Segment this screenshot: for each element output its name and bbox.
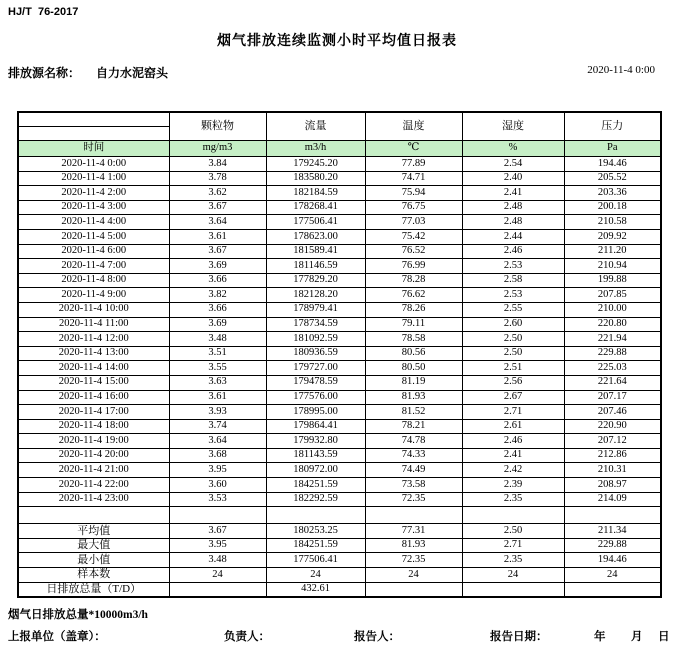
value-cell: 76.52 xyxy=(365,244,462,259)
value-cell: 2.50 xyxy=(462,332,564,347)
value-cell: 3.51 xyxy=(169,346,266,361)
time-cell: 2020-11-4 5:00 xyxy=(18,229,169,244)
header-corner-top-cell xyxy=(18,112,169,127)
summary-value-cell: 77.31 xyxy=(365,524,462,539)
value-cell: 2.71 xyxy=(462,405,564,420)
value-cell: 3.61 xyxy=(169,229,266,244)
year-label: 年 xyxy=(594,631,606,643)
value-cell: 178734.59 xyxy=(266,317,365,332)
time-cell: 2020-11-4 1:00 xyxy=(18,171,169,186)
value-cell: 207.46 xyxy=(564,405,661,420)
summary-value-cell: 184251.59 xyxy=(266,538,365,553)
time-cell: 2020-11-4 4:00 xyxy=(18,215,169,230)
summary-label-cell: 最大值 xyxy=(18,538,169,553)
value-cell: 210.94 xyxy=(564,259,661,274)
value-cell: 181143.59 xyxy=(266,448,365,463)
summary-value-cell: 24 xyxy=(266,568,365,583)
summary-value-cell: 24 xyxy=(365,568,462,583)
time-cell: 2020-11-4 15:00 xyxy=(18,375,169,390)
table-row xyxy=(18,434,661,449)
table-row xyxy=(18,390,661,405)
value-cell: 181589.41 xyxy=(266,244,365,259)
value-cell: 75.94 xyxy=(365,186,462,201)
unit-cell-flow: m3/h xyxy=(266,141,365,157)
spacer-row xyxy=(18,507,661,524)
value-cell: 194.46 xyxy=(564,157,661,172)
value-cell: 220.90 xyxy=(564,419,661,434)
table-row xyxy=(18,492,661,507)
spacer-cell xyxy=(462,507,564,524)
time-cell: 2020-11-4 16:00 xyxy=(18,390,169,405)
value-cell: 78.21 xyxy=(365,419,462,434)
time-cell: 2020-11-4 18:00 xyxy=(18,419,169,434)
value-cell: 205.52 xyxy=(564,171,661,186)
value-cell: 2.54 xyxy=(462,157,564,172)
value-cell: 77.89 xyxy=(365,157,462,172)
table-row xyxy=(18,259,661,274)
summary-value-cell: 177506.41 xyxy=(266,553,365,568)
table-row xyxy=(18,273,661,288)
value-cell: 207.12 xyxy=(564,434,661,449)
value-cell: 2.60 xyxy=(462,317,564,332)
value-cell: 180972.00 xyxy=(266,463,365,478)
value-cell: 3.55 xyxy=(169,361,266,376)
value-cell: 2.48 xyxy=(462,200,564,215)
table-row xyxy=(18,375,661,390)
spacer-cell xyxy=(169,507,266,524)
spacer-cell xyxy=(564,507,661,524)
value-cell: 2.53 xyxy=(462,259,564,274)
value-cell: 182292.59 xyxy=(266,492,365,507)
value-cell: 2.44 xyxy=(462,229,564,244)
value-cell: 2.40 xyxy=(462,171,564,186)
table-row xyxy=(18,317,661,332)
time-cell: 2020-11-4 0:00 xyxy=(18,157,169,172)
summary-row xyxy=(18,553,661,568)
table-row xyxy=(18,186,661,201)
summary-value-cell: 194.46 xyxy=(564,553,661,568)
table-row xyxy=(18,463,661,478)
value-cell: 3.64 xyxy=(169,215,266,230)
summary-row xyxy=(18,582,661,597)
responsible-person-label: 负责人： xyxy=(224,631,270,643)
value-cell: 3.69 xyxy=(169,259,266,274)
value-cell: 2.35 xyxy=(462,492,564,507)
value-cell: 3.84 xyxy=(169,157,266,172)
value-cell: 181092.59 xyxy=(266,332,365,347)
value-cell: 2.50 xyxy=(462,346,564,361)
value-cell: 211.20 xyxy=(564,244,661,259)
value-cell: 3.95 xyxy=(169,463,266,478)
summary-value-cell: 180253.25 xyxy=(266,524,365,539)
value-cell: 2.46 xyxy=(462,244,564,259)
value-cell: 179864.41 xyxy=(266,419,365,434)
summary-value-cell: 432.61 xyxy=(266,582,365,597)
summary-value-cell: 24 xyxy=(564,568,661,583)
time-cell: 2020-11-4 14:00 xyxy=(18,361,169,376)
time-cell: 2020-11-4 11:00 xyxy=(18,317,169,332)
unit-cell-particulate: mg/m3 xyxy=(169,141,266,157)
summary-value-cell: 81.93 xyxy=(365,538,462,553)
value-cell: 2.56 xyxy=(462,375,564,390)
value-cell: 3.64 xyxy=(169,434,266,449)
col-header-temperature: 温度 xyxy=(365,112,462,141)
value-cell: 3.74 xyxy=(169,419,266,434)
value-cell: 210.00 xyxy=(564,302,661,317)
summary-value-cell: 211.34 xyxy=(564,524,661,539)
value-cell: 78.58 xyxy=(365,332,462,347)
value-cell: 3.66 xyxy=(169,273,266,288)
value-cell: 79.11 xyxy=(365,317,462,332)
value-cell: 81.52 xyxy=(365,405,462,420)
summary-row xyxy=(18,568,661,583)
summary-value-cell: 3.48 xyxy=(169,553,266,568)
value-cell: 2.58 xyxy=(462,273,564,288)
summary-label-cell: 平均值 xyxy=(18,524,169,539)
value-cell: 2.39 xyxy=(462,478,564,493)
value-cell: 3.68 xyxy=(169,448,266,463)
unit-cell-humidity: % xyxy=(462,141,564,157)
header-corner-bottom-cell xyxy=(18,127,169,141)
time-cell: 2020-11-4 8:00 xyxy=(18,273,169,288)
value-cell: 76.99 xyxy=(365,259,462,274)
emission-total-note: 烟气日排放总量*10000m3/h xyxy=(8,609,148,621)
value-cell: 3.69 xyxy=(169,317,266,332)
time-header-cell: 时间 xyxy=(18,141,169,157)
value-cell: 220.80 xyxy=(564,317,661,332)
value-cell: 74.78 xyxy=(365,434,462,449)
value-cell: 3.60 xyxy=(169,478,266,493)
time-cell: 2020-11-4 2:00 xyxy=(18,186,169,201)
summary-row xyxy=(18,524,661,539)
time-cell: 2020-11-4 17:00 xyxy=(18,405,169,420)
value-cell: 3.67 xyxy=(169,200,266,215)
value-cell: 73.58 xyxy=(365,478,462,493)
value-cell: 80.50 xyxy=(365,361,462,376)
value-cell: 81.19 xyxy=(365,375,462,390)
report-table xyxy=(17,111,662,598)
report-unit-label: 上报单位（盖章）： xyxy=(8,631,106,643)
value-cell: 209.92 xyxy=(564,229,661,244)
value-cell: 203.36 xyxy=(564,186,661,201)
source-name-label: 排放源名称： xyxy=(8,66,81,80)
summary-value-cell: 2.35 xyxy=(462,553,564,568)
summary-label-cell: 样本数 xyxy=(18,568,169,583)
value-cell: 207.17 xyxy=(564,390,661,405)
value-cell: 178623.00 xyxy=(266,229,365,244)
value-cell: 177506.41 xyxy=(266,215,365,230)
value-cell: 76.62 xyxy=(365,288,462,303)
summary-value-cell xyxy=(169,582,266,597)
value-cell: 76.75 xyxy=(365,200,462,215)
value-cell: 3.66 xyxy=(169,302,266,317)
value-cell: 208.97 xyxy=(564,478,661,493)
value-cell: 182128.20 xyxy=(266,288,365,303)
value-cell: 3.78 xyxy=(169,171,266,186)
value-cell: 2.51 xyxy=(462,361,564,376)
table-row xyxy=(18,346,661,361)
summary-value-cell: 3.95 xyxy=(169,538,266,553)
value-cell: 75.42 xyxy=(365,229,462,244)
reporter-label: 报告人： xyxy=(354,631,400,643)
time-cell: 2020-11-4 10:00 xyxy=(18,302,169,317)
col-header-flow: 流量 xyxy=(266,112,365,141)
value-cell: 214.09 xyxy=(564,492,661,507)
spacer-cell xyxy=(18,507,169,524)
value-cell: 3.61 xyxy=(169,390,266,405)
value-cell: 78.28 xyxy=(365,273,462,288)
value-cell: 181146.59 xyxy=(266,259,365,274)
month-label: 月 xyxy=(631,631,643,643)
value-cell: 180936.59 xyxy=(266,346,365,361)
time-cell: 2020-11-4 7:00 xyxy=(18,259,169,274)
table-row xyxy=(18,215,661,230)
value-cell: 2.42 xyxy=(462,463,564,478)
summary-value-cell xyxy=(462,582,564,597)
summary-value-cell: 2.50 xyxy=(462,524,564,539)
summary-value-cell: 24 xyxy=(169,568,266,583)
page-title: 烟气排放连续监测小时平均值日报表 xyxy=(217,34,457,49)
value-cell: 183580.20 xyxy=(266,171,365,186)
value-cell: 212.86 xyxy=(564,448,661,463)
day-label: 日 xyxy=(658,631,670,643)
time-cell: 2020-11-4 13:00 xyxy=(18,346,169,361)
value-cell: 2.41 xyxy=(462,448,564,463)
value-cell: 2.41 xyxy=(462,186,564,201)
table-row xyxy=(18,478,661,493)
value-cell: 2.61 xyxy=(462,419,564,434)
summary-value-cell xyxy=(365,582,462,597)
value-cell: 210.58 xyxy=(564,215,661,230)
value-cell: 80.56 xyxy=(365,346,462,361)
time-cell: 2020-11-4 9:00 xyxy=(18,288,169,303)
value-cell: 179245.20 xyxy=(266,157,365,172)
table-row xyxy=(18,171,661,186)
source-name-value: 自力水泥窑头 xyxy=(96,66,169,80)
table-row xyxy=(18,302,661,317)
value-cell: 2.48 xyxy=(462,215,564,230)
value-cell: 178995.00 xyxy=(266,405,365,420)
time-cell: 2020-11-4 19:00 xyxy=(18,434,169,449)
time-cell: 2020-11-4 12:00 xyxy=(18,332,169,347)
value-cell: 3.82 xyxy=(169,288,266,303)
spacer-cell xyxy=(266,507,365,524)
table-row xyxy=(18,288,661,303)
value-cell: 179478.59 xyxy=(266,375,365,390)
report-datetime: 2020-11-4 0:00 xyxy=(587,64,655,76)
summary-value-cell: 229.88 xyxy=(564,538,661,553)
table-row xyxy=(18,448,661,463)
table-row xyxy=(18,419,661,434)
value-cell: 179932.80 xyxy=(266,434,365,449)
value-cell: 179727.00 xyxy=(266,361,365,376)
value-cell: 3.93 xyxy=(169,405,266,420)
unit-cell-temperature: ℃ xyxy=(365,141,462,157)
value-cell: 78.26 xyxy=(365,302,462,317)
value-cell: 2.53 xyxy=(462,288,564,303)
source-row xyxy=(0,64,674,80)
table-body xyxy=(18,157,661,598)
value-cell: 81.93 xyxy=(365,390,462,405)
summary-value-cell: 24 xyxy=(462,568,564,583)
table-row xyxy=(18,361,661,376)
value-cell: 207.85 xyxy=(564,288,661,303)
value-cell: 200.18 xyxy=(564,200,661,215)
value-cell: 225.03 xyxy=(564,361,661,376)
unit-row xyxy=(18,141,661,157)
value-cell: 184251.59 xyxy=(266,478,365,493)
col-header-pressure: 压力 xyxy=(564,112,661,141)
time-cell: 2020-11-4 3:00 xyxy=(18,200,169,215)
time-cell: 2020-11-4 21:00 xyxy=(18,463,169,478)
value-cell: 74.33 xyxy=(365,448,462,463)
time-cell: 2020-11-4 20:00 xyxy=(18,448,169,463)
value-cell: 3.62 xyxy=(169,186,266,201)
value-cell: 72.35 xyxy=(365,492,462,507)
value-cell: 182184.59 xyxy=(266,186,365,201)
value-cell: 199.88 xyxy=(564,273,661,288)
value-cell: 229.88 xyxy=(564,346,661,361)
value-cell: 178979.41 xyxy=(266,302,365,317)
col-header-particulate: 颗粒物 xyxy=(169,112,266,141)
summary-row xyxy=(18,538,661,553)
summary-value-cell: 72.35 xyxy=(365,553,462,568)
table-row xyxy=(18,200,661,215)
summary-label-cell: 日排放总量（T/D） xyxy=(18,582,169,597)
value-cell: 2.67 xyxy=(462,390,564,405)
header-row-top xyxy=(18,112,661,127)
unit-cell-pressure: Pa xyxy=(564,141,661,157)
value-cell: 3.53 xyxy=(169,492,266,507)
summary-value-cell: 2.71 xyxy=(462,538,564,553)
report-date-label: 报告日期： xyxy=(490,631,548,643)
value-cell: 2.55 xyxy=(462,302,564,317)
summary-label-cell: 最小值 xyxy=(18,553,169,568)
value-cell: 210.31 xyxy=(564,463,661,478)
table-row xyxy=(18,244,661,259)
standard-number: HJ/T 76-2017 xyxy=(8,6,79,18)
value-cell: 3.67 xyxy=(169,244,266,259)
signature-row xyxy=(0,628,674,644)
value-cell: 74.49 xyxy=(365,463,462,478)
summary-value-cell: 3.67 xyxy=(169,524,266,539)
table-row xyxy=(18,332,661,347)
value-cell: 177829.20 xyxy=(266,273,365,288)
time-cell: 2020-11-4 23:00 xyxy=(18,492,169,507)
value-cell: 77.03 xyxy=(365,215,462,230)
summary-value-cell xyxy=(564,582,661,597)
value-cell: 3.63 xyxy=(169,375,266,390)
value-cell: 177576.00 xyxy=(266,390,365,405)
value-cell: 178268.41 xyxy=(266,200,365,215)
col-header-humidity: 湿度 xyxy=(462,112,564,141)
time-cell: 2020-11-4 6:00 xyxy=(18,244,169,259)
time-cell: 2020-11-4 22:00 xyxy=(18,478,169,493)
value-cell: 221.94 xyxy=(564,332,661,347)
value-cell: 74.71 xyxy=(365,171,462,186)
value-cell: 2.46 xyxy=(462,434,564,449)
table-row xyxy=(18,405,661,420)
value-cell: 221.64 xyxy=(564,375,661,390)
value-cell: 3.48 xyxy=(169,332,266,347)
table-row xyxy=(18,157,661,172)
table-row xyxy=(18,229,661,244)
spacer-cell xyxy=(365,507,462,524)
